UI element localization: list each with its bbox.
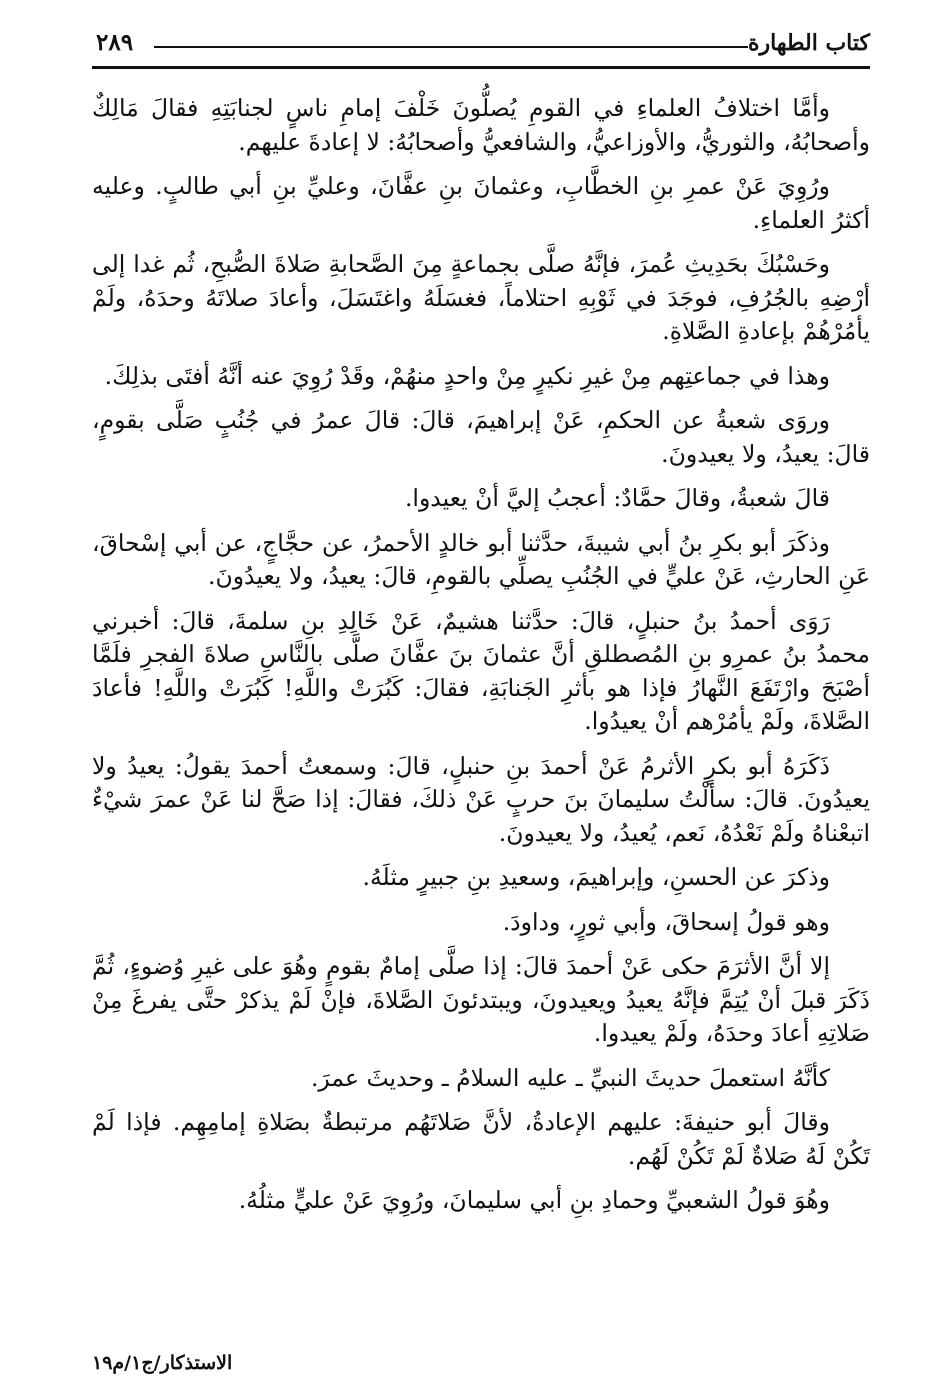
signature-mark: الاستذكار/ج١/م١٩ <box>92 1352 233 1374</box>
page-header <box>92 28 870 72</box>
paragraph: رَوَى أحمدُ بنُ حنبلٍ، قالَ: حدَّثنا هشيمٌ، عَنْ خَالِدِ بنِ سلمةَ، قالَ: أخبرني محمدُ بنُ عمرِو بنِ المُصطلقِ أنَّ عثمانَ بنَ عفَّانَ صلَّى بالنَّاسِ صلاةَ الفجرِ فلَمَّا أصْبَحَ وارْتَفَعَ النَّهارُ فإذا هو بأثرِ الجَنابَةِ، فقالَ: كَبُرَتْ واللَّهِ! كَبُرَتْ واللَّهِ! فأعادَ الصَّلاةَ، ولَمْ يأمُرْهم أنْ يعيدُوا. <box>92 606 870 735</box>
paragraph: قالَ شعبةُ، وقالَ حمَّادٌ: أعجبُ إليَّ أنْ يعيدوا. <box>404 484 830 512</box>
page-number: ٢٨٩ <box>96 29 134 56</box>
paragraph: وذكَرَ أبو بكرِ بنُ أبي شيبةَ، حدَّثنا أبو خالدٍ الأحمرُ، عن حجَّاجٍ، عن أبي إسْحاقَ، عَنِ الحارثِ، عَنْ عليٍّ في الجُنُبِ يصلِّي بالقومِ، قالَ: يعيدُ، ولا يعيدُونَ. <box>92 528 870 590</box>
paragraph: ورُوِيَ عَنْ عمرِ بنِ الخطَّابِ، وعثمانَ بنِ عفَّانَ، وعليِّ بنِ أبي طالبٍ. وعليه أكثرُ العلماءِ. <box>92 172 870 234</box>
paragraph: وروَى شعبةُ عن الحكمِ، عَنْ إبراهيمَ، قالَ: قالَ عمرُ في جُنُبٍ صَلَّى بقومٍ، قالَ: يعيدُ، ولا يعيدونَ. <box>92 406 870 468</box>
paragraph: وهذا في جماعتِهم مِنْ غيرِ نكيرٍ مِنْ واحدٍ منهُمْ، وقَدْ رُوِيَ عنه أنَّهُ أفتَى بذلِكَ. <box>104 361 830 390</box>
paragraph: وذكرَ عن الحسنِ، وإبراهيمَ، وسعيدِ بنِ جبيرٍ مثلَهُ. <box>362 863 830 891</box>
paragraph: إلا أنَّ الأثرَمَ حكى عَنْ أحمدَ قالَ: إذا صلَّى إمامٌ بقومٍ وهُوَ على غيرِ وُضوءٍ، ثُمَّ ذَكَرَ قبلَ أنْ يُتِمَّ فإنَّهُ يعيدُ ويعيدونَ، ويبتدئونَ الصَّلاةَ، فإنْ لَمْ يذكرْ حتَّى يفرغَ مِنْ صَلاتِهِ أعادَ وحدَهُ، ولَمْ يعيدوا. <box>92 952 870 1047</box>
paragraph: وهُوَ قولُ الشعبيِّ وحمادِ بنِ أبي سليمانَ، ورُوِيَ عَنْ عليٍّ مثلُهُ. <box>238 1186 830 1214</box>
header-dash-line <box>154 46 748 48</box>
paragraph: وحَسْبُكَ بحَدِيثِ عُمرَ، فإنَّهُ صلَّى بجماعةٍ مِنَ الصَّحابةِ صَلاةَ الصُّبحِ، ثُم غدا إلى أرْضِهِ بالجُرُفِ، فوجَدَ في ثَوْبِهِ احتلاماً، فغسَلَهُ واغتَسَلَ، وأعادَ صلاتَهُ وحدَهُ، ولَمْ يأمُرْهُمْ بإعادةِ الصَّلاةِ. <box>92 250 870 345</box>
paragraph: وأمَّا اختلافُ العلماءِ في القومِ يُصلُّونَ خَلْفَ إمامِ ناسٍ لجنابَتِهِ فقالَ مَالِكٌ وأصحابُهُ، والثوريُّ، والأوزاعيُّ، والشافعيُّ وأصحابُهُ: لا إعادةَ عليهم. <box>92 94 870 156</box>
header-rule <box>92 66 870 69</box>
running-title: كتاب الطهارة <box>747 30 870 56</box>
paragraph: وهو قولُ إسحاقَ، وأبي ثورٍ، وداودَ. <box>502 907 830 936</box>
body-text <box>92 92 870 1229</box>
paragraph: وقالَ أبو حنيفةَ: عليهم الإعادةُ، لأنَّ صَلاتَهُم مرتبطةٌ بصَلاةِ إمامِهِم. فإذا لَمْ تَكُنْ لَهُ صَلاةٌ لَمْ تَكُنْ لَهُم. <box>92 1108 870 1170</box>
paragraph: كأنَّهُ استعملَ حديثَ النبيِّ ـ عليه السلامُ ـ وحديثَ عمرَ. <box>310 1063 830 1092</box>
paragraph: ذَكَرَهُ أبو بكرٍ الأثرمُ عَنْ أحمدَ بنِ حنبلٍ، قالَ: وسمعتُ أحمدَ يقولُ: يعيدُ ولا يعيدُونَ. قالَ: سألْتُ سليمانَ بنَ حربٍ عَنْ ذلكَ، فقالَ: إذا صَحَّ لنا عَنْ عمرَ شيْءٌ اتبعْناهُ ولَمْ نَعْدُهُ، نَعم، يُعيدُ، ولا يعيدونَ. <box>92 751 870 847</box>
